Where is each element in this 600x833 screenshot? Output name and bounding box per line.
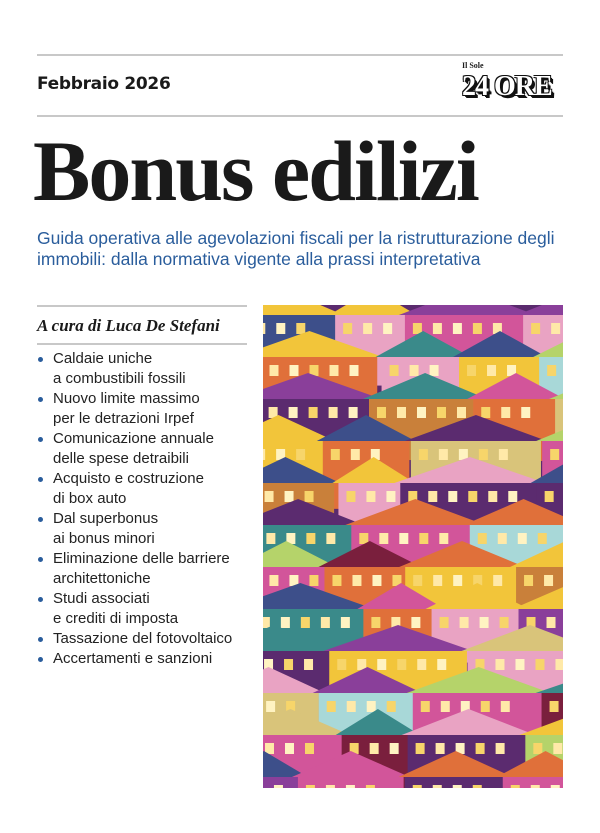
topic-line: Accertamenti e sanzioni (53, 650, 213, 667)
house-window (332, 575, 341, 586)
house-window (551, 323, 560, 334)
house-window (305, 491, 314, 502)
topic-line: Tassazione del fotovoltaico (53, 630, 233, 647)
house-window (419, 449, 428, 460)
house-window (366, 785, 375, 788)
topic-line: Nuovo limite massimo (53, 390, 200, 407)
topic-line: Studi associati (53, 590, 150, 607)
house-window (285, 491, 294, 502)
house-window (366, 491, 375, 502)
topic-line: Acquisto e costruzione (53, 470, 204, 487)
house-window (281, 617, 290, 628)
house-window (460, 617, 469, 628)
house-window (436, 743, 445, 754)
house-window (284, 659, 293, 670)
house-window (550, 701, 559, 712)
house-window (468, 491, 477, 502)
topic-line: a combustibili fossili (53, 370, 186, 387)
house-window (498, 533, 507, 544)
house-window (265, 491, 274, 502)
topic-line: Dal superbonus (53, 510, 159, 527)
house-window (500, 617, 509, 628)
bullet-icon (38, 477, 43, 482)
bullet-icon (38, 517, 43, 522)
house-window (480, 617, 489, 628)
topic-line: di box auto (53, 490, 127, 507)
topic-line: per le detrazioni Irpef (53, 410, 194, 427)
house-window (331, 449, 340, 460)
house-window (304, 659, 313, 670)
house-window (390, 365, 399, 376)
house-window (544, 575, 553, 586)
bullet-icon (38, 657, 43, 662)
topic-item (37, 549, 252, 589)
top-rule (37, 54, 563, 56)
house-window (383, 323, 392, 334)
house-window (351, 449, 360, 460)
house-window (479, 449, 488, 460)
house-window (433, 785, 442, 788)
house-window (511, 785, 520, 788)
house-window (439, 533, 448, 544)
house-window (547, 617, 556, 628)
house-window (372, 575, 381, 586)
houses-illustration (263, 305, 563, 788)
house-window (428, 491, 437, 502)
house-window (501, 407, 510, 418)
house-window (296, 323, 305, 334)
house-window (501, 701, 510, 712)
house-window (349, 407, 358, 418)
house-window (346, 491, 355, 502)
house-window (289, 365, 298, 376)
house-window (371, 617, 380, 628)
house-window (553, 743, 562, 754)
house-window (453, 785, 462, 788)
topic-item (37, 469, 252, 509)
house-window (386, 491, 395, 502)
topics-list (37, 349, 252, 669)
house-window (352, 575, 361, 586)
house-window (453, 575, 462, 586)
house-window (346, 785, 355, 788)
house-window (441, 701, 450, 712)
bullet-icon (38, 557, 43, 562)
house-window (508, 491, 517, 502)
topic-item (37, 429, 252, 469)
house-window (410, 365, 419, 376)
topic-line: delle spese detraibili (53, 450, 189, 467)
house-window (301, 617, 310, 628)
house-window (263, 449, 265, 460)
house-window (476, 743, 485, 754)
house-window (433, 323, 442, 334)
bullet-icon (38, 597, 43, 602)
house-window (306, 785, 315, 788)
house-window (363, 323, 372, 334)
house-window (413, 323, 422, 334)
topic-line: architettoniche (53, 570, 151, 587)
house-window (387, 701, 396, 712)
house-window (397, 407, 406, 418)
house-window (473, 785, 482, 788)
house-window (347, 701, 356, 712)
topic-item (37, 649, 252, 669)
house-window (367, 701, 376, 712)
house-window (309, 575, 318, 586)
house-window (437, 659, 446, 670)
author-bottom-rule (37, 343, 247, 345)
house-window (495, 659, 504, 670)
house-window (417, 659, 426, 670)
house-window (329, 407, 338, 418)
house-window (263, 323, 265, 334)
house-window (430, 365, 439, 376)
topic-line: ai bonus minori (53, 530, 155, 547)
topic-line: Caldaie uniche (53, 350, 153, 367)
house-window (496, 743, 505, 754)
author-top-rule (37, 305, 247, 307)
topic-item (37, 389, 252, 429)
house-window (433, 575, 442, 586)
house-window (416, 743, 425, 754)
house-window (266, 701, 275, 712)
house-window (263, 617, 270, 628)
house-window (343, 323, 352, 334)
house-window (518, 533, 527, 544)
house-window (531, 323, 540, 334)
house-window (359, 533, 368, 544)
house-window (550, 449, 559, 460)
house-window (551, 785, 560, 788)
house-window (337, 659, 346, 670)
topic-item (37, 629, 252, 649)
house-window (555, 659, 563, 670)
house-window (327, 701, 336, 712)
house-window (478, 533, 487, 544)
house-window (419, 533, 428, 544)
house-window (531, 785, 540, 788)
house-window (269, 365, 278, 376)
house-window (377, 659, 386, 670)
house-window (421, 701, 430, 712)
house-window (547, 365, 556, 376)
house-window (481, 701, 490, 712)
house-window (545, 491, 554, 502)
house-window (487, 365, 496, 376)
house-window (326, 785, 335, 788)
house-window (296, 449, 305, 460)
house-window (521, 407, 530, 418)
house-window (377, 407, 386, 418)
house-window (515, 659, 524, 670)
house-window (467, 365, 476, 376)
topic-line: Eliminazione delle barriere (53, 550, 230, 567)
house-window (399, 533, 408, 544)
house-window (524, 575, 533, 586)
topic-item (37, 589, 252, 629)
house-window (437, 407, 446, 418)
house-window (266, 533, 275, 544)
publisher-logo (462, 62, 564, 106)
house-window (390, 743, 399, 754)
house-window (305, 743, 314, 754)
topic-line: e crediti di imposta (53, 610, 179, 627)
house-window (349, 365, 358, 376)
subtitle: Guida operativa alle agevolazioni fiscali per la ristrutturazione degli immobili: dalla normativa vigente alla prassi interpretativa (37, 228, 555, 269)
topic-item (37, 349, 252, 389)
house-window (413, 575, 422, 586)
house-window (473, 323, 482, 334)
house-window (397, 659, 406, 670)
topic-item (37, 509, 252, 549)
house-window (309, 407, 318, 418)
house-window (341, 617, 350, 628)
house-window (269, 575, 278, 586)
bullet-icon (38, 437, 43, 442)
house-window (481, 407, 490, 418)
house-window (453, 323, 462, 334)
house-window (493, 575, 502, 586)
house-window (535, 659, 544, 670)
house-window (321, 617, 330, 628)
house-window (370, 743, 379, 754)
author: A cura di Luca De Stefani (37, 316, 220, 335)
house-window (417, 407, 426, 418)
header-rule (37, 115, 563, 117)
logo-big-text: 24 ORE (462, 71, 552, 102)
issue-date: Febbraio 2026 (37, 74, 171, 94)
house-window (488, 491, 497, 502)
bullet-icon (38, 637, 43, 642)
house-window (329, 365, 338, 376)
house-window (499, 449, 508, 460)
bullet-icon (38, 357, 43, 362)
bullet-icon (38, 397, 43, 402)
house-window (533, 743, 542, 754)
house-window (274, 785, 283, 788)
house-window (265, 743, 274, 754)
house-window (439, 449, 448, 460)
house-window (457, 407, 466, 418)
house-window (411, 617, 420, 628)
house-window (379, 533, 388, 544)
house-window (306, 533, 315, 544)
page-title: Bonus edilizi (33, 123, 478, 219)
house-window (326, 533, 335, 544)
house-window (276, 323, 285, 334)
house-window (448, 491, 457, 502)
logo-small-text: Il Sole (462, 61, 484, 70)
house-window (289, 407, 298, 418)
house-window (440, 617, 449, 628)
house-window (538, 533, 547, 544)
house-window (413, 785, 422, 788)
topic-line: Comunicazione annuale (53, 430, 214, 447)
house-window (285, 743, 294, 754)
